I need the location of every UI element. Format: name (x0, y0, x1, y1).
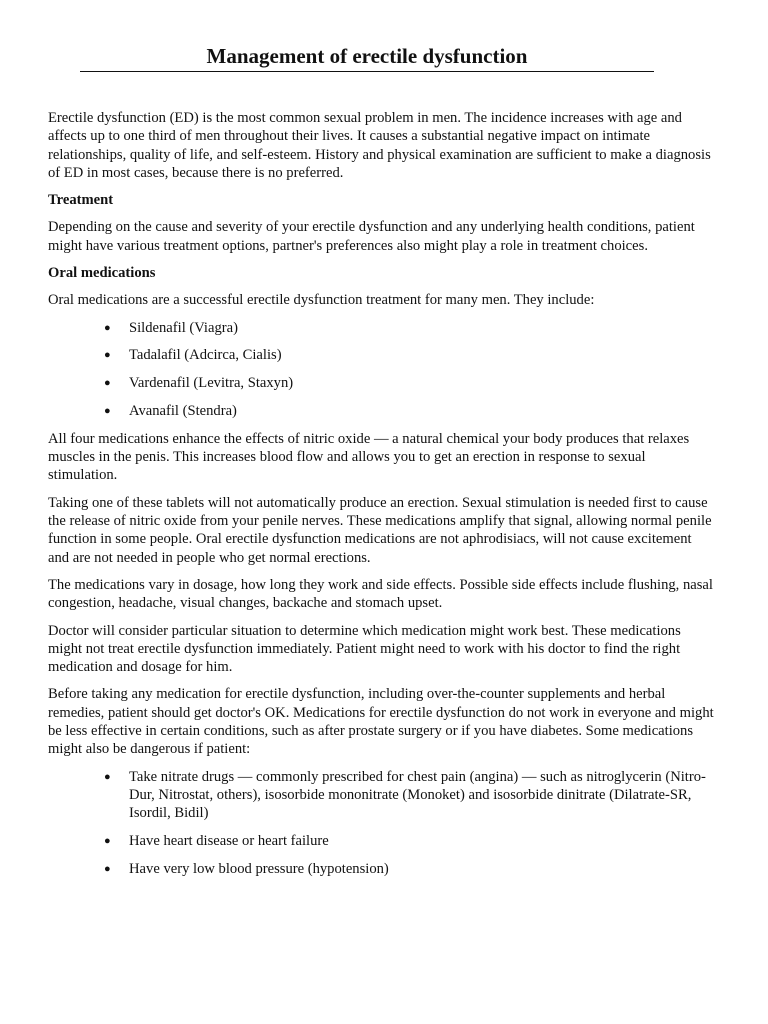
list-item (48, 319, 716, 337)
doctor-paragraph: Doctor will consider particular situation to determine which medication might work best. These medications might not treat erectile dysfunction immediately. Patient might need to work with his doctor to find the right medication and dosage for him. (48, 622, 681, 676)
list-item (48, 402, 716, 420)
bullet-icon: ● (104, 770, 111, 783)
nitric-oxide-paragraph: All four medications enhance the effects of nitric oxide — a natural chemical your body produces that relaxes muscles in the penis. This increases blood flow and allows you to get an erection in response to sexual stimulation. (48, 430, 690, 484)
document-body (48, 109, 716, 888)
page-title: Management of erectile dysfunction (206, 44, 528, 68)
list-item (48, 374, 716, 392)
side-effects-paragraph: The medications vary in dosage, how long they work and side effects. Possible side effects include flushing, nasal congestion, headache, visual changes, backache and stomach upset. (48, 576, 713, 612)
oral-medications-heading: Oral medications (48, 265, 156, 282)
list-item (48, 860, 716, 878)
intro-paragraph: Erectile dysfunction (ED) is the most common sexual problem in men. The incidence increases with age and affects up to one third of men throughout their lives. It causes a substantial negative impact on intimate relationships, quality of life, and self-esteem. History and physical examination are sufficient to make a diagnosis of ED in most cases, because there is no preferred. (48, 110, 711, 181)
precautions-paragraph: Before taking any medication for erectile dysfunction, including over-the-counter supplements and herbal remedies, patient should get doctor's OK. Medications for erectile dysfunction do not work in everyone and might be less effective in certain conditions, such as after prostate surgery or if you have diabetes. Some medications might also be dangerous if patient: (48, 686, 714, 758)
bullet-icon: ● (104, 377, 111, 390)
treatment-heading: Treatment (48, 192, 114, 209)
oral-medications-intro: Oral medications are a successful erectile dysfunction treatment for many men. They include: (48, 292, 595, 309)
bullet-icon: ● (104, 349, 111, 362)
warnings-list (48, 768, 716, 878)
bullet-icon: ● (104, 321, 111, 334)
medication-name: Tadalafil (Adcirca, Cialis) (129, 347, 282, 364)
treatment-paragraph: Depending on the cause and severity of your erectile dysfunction and any underlying health conditions, patient might have various treatment options, partner's preferences also might play a role in treatment choices. (48, 219, 695, 254)
bullet-icon: ● (104, 835, 111, 847)
warning-text: Take nitrate drugs — commonly prescribed for chest pain (angina) — such as nitroglycerin (Nitro-Dur, Nitrostat, others), isosorbide mononitrate (Monoket) and isosorbide dinitrate (Dilatrate-SR, Isordil, Bidil) (129, 768, 706, 822)
medications-list (48, 319, 716, 421)
bullet-icon: ● (104, 405, 111, 418)
title-underline (80, 71, 654, 72)
medication-name: Vardenafil (Levitra, Staxyn) (129, 375, 294, 392)
bullet-icon: ● (104, 862, 111, 875)
tablets-paragraph: Taking one of these tablets will not automatically produce an erection. Sexual stimulation is needed first to cause the release of nitric oxide from your penile nerves. These medications amplify that signal, allowing normal penile function in some people. Oral erectile dysfunction medications are not aphrodisiacs, will not cause excitement and are not needed in people who get normal erections. (48, 494, 712, 566)
medication-name: Avanafil (Stendra) (129, 403, 237, 420)
warning-text: Have very low blood pressure (hypotension) (129, 860, 389, 877)
list-item (48, 832, 716, 850)
list-item (48, 768, 716, 823)
warning-text: Have heart disease or heart failure (129, 833, 329, 849)
list-item (48, 346, 716, 364)
medication-name: Sildenafil (Viagra) (129, 319, 238, 336)
